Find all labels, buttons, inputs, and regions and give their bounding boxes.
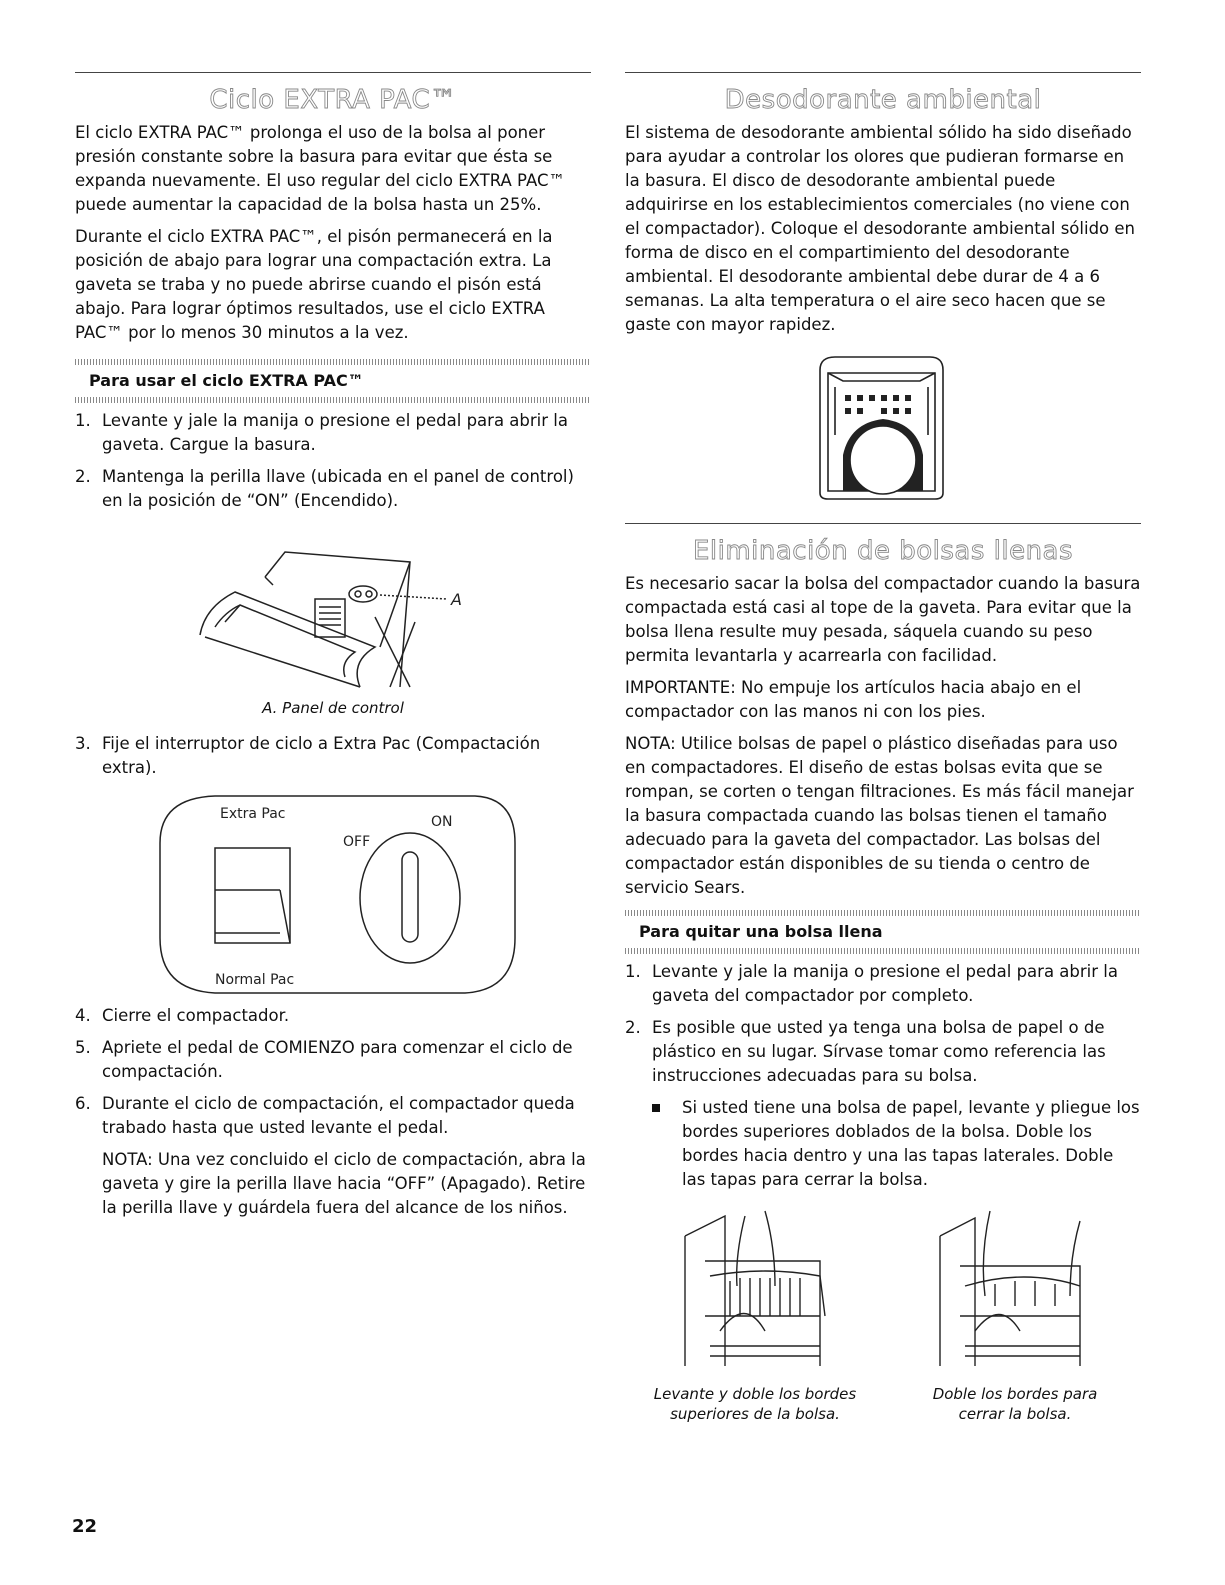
extra-pac-title: Ciclo EXTRA PAC™ [209, 85, 457, 115]
control-panel-figure [75, 527, 591, 718]
section-rule [625, 523, 1141, 524]
usar-steps-final [75, 1004, 591, 1140]
eliminacion-important: IMPORTANTE: No empuje los artículos hacia abajo en el compactador con las manos ni con los pies. [625, 678, 1082, 721]
page-number: 22 [72, 1516, 98, 1537]
extra-pac-paragraph-1: El ciclo EXTRA PAC™ prolonga el uso de la bolsa al poner presión constante sobre la basura para evitar que ésta se expanda nuevamente. El uso regular del ciclo EXTRA PAC™ puede aumentar la capacidad de la bolsa hasta un 25%. [75, 123, 565, 214]
quitar-heading: Para quitar una bolsa llena [639, 922, 883, 941]
right-column [625, 72, 1141, 1436]
list-item: 1. Levante y jale la manija o presione el pedal para abrir la gaveta del compactador por completo. [625, 962, 1118, 1005]
deodorizer-figure [625, 345, 1141, 505]
section-rule [625, 72, 1141, 73]
usar-steps-continued [75, 732, 591, 780]
bag-caption-2: Doble los bordes para cerrar la bolsa. [932, 1385, 1098, 1423]
list-item: 4. Cierre el compactador. [75, 1006, 290, 1025]
desodorante-paragraph: El sistema de desodorante ambiental sólido ha sido diseñado para ayudar a controlar los olores que pudieran formarse en la basura. El disco de desodorante ambiental puede adquirirse en los establecimientos comerciales (no viene con el compactador). Coloque el desodorante ambiental sólido en forma de disco en el compartimiento del desodorante ambiental. El desodorante ambiental debe durar de 4 a 6 semanas. La alta temperatura o el aire seco hacen que se gaste con mayor rapidez. [625, 123, 1135, 334]
paper-bag-bullet: Si usted tiene una bolsa de papel, levante y pliegue los bordes superiores doblados de la bolsa. Doble los bordes hacia dentro y una las tapas laterales. Doble las tapas para cerrar la bolsa. [625, 1096, 1141, 1192]
list-item: 6. Durante el ciclo de compactación, el compactador queda trabado hasta que usted levante el pedal. [75, 1094, 575, 1137]
bag-caption-1: Levante y doble los bordes superiores de la bolsa. [653, 1385, 857, 1423]
list-item: 3. Fije el interruptor de ciclo a Extra Pac (Compactación extra). [75, 734, 541, 777]
bag-figures [625, 1206, 1141, 1436]
hatch-divider [75, 397, 591, 403]
eliminacion-paragraph-1: Es necesario sacar la bolsa del compactador cuando la basura compactada está casi al tope de la gaveta. Para evitar que la bolsa llena resulte muy pesada, sáquela cuando su peso permita levantarla y acarrearla con facilidad. [625, 574, 1141, 665]
bag-folding-illustrations [625, 1206, 1141, 1376]
compactor-door-illustration [75, 527, 591, 692]
list-item: 2. Mantenga la perilla llave (ubicada en el panel de control) en la posición de “ON” (Encendido). [75, 467, 574, 510]
quitar-steps [625, 960, 1141, 1088]
list-item: 5. Apriete el pedal de COMIENZO para comenzar el ciclo de compactación. [75, 1038, 573, 1081]
extra-pac-paragraph-2: Durante el ciclo EXTRA PAC™, el pisón permanecerá en la posición de abajo para lograr una compactación extra. La gaveta se traba y no puede abrirse cuando el pisón está abajo. Para lograr óptimos resultados, use el ciclo EXTRA PAC™ por lo menos 30 minutos a la vez. [75, 227, 553, 342]
extra-pac-label: Extra Pac [220, 806, 286, 822]
usar-steps [75, 409, 591, 513]
hatch-divider [625, 948, 1141, 954]
cycle-switch-figure [75, 788, 591, 998]
usar-note: NOTA: Una vez concluido el ciclo de compactación, abra la gaveta y gire la perilla llave hacia “OFF” (Apagado). Retire la perilla llave y guárdela fuera del alcance de los niños. [102, 1150, 586, 1217]
left-column [75, 72, 591, 1228]
section-rule [75, 72, 591, 73]
cycle-switch-illustration [75, 788, 591, 998]
deodorizer-holder-illustration [625, 345, 1141, 505]
desodorante-title: Desodorante ambiental [724, 85, 1042, 115]
control-panel-caption: A. Panel de control [262, 699, 404, 717]
bullet-square-icon [652, 1104, 660, 1112]
off-label: OFF [343, 834, 371, 850]
on-label: ON [431, 814, 453, 830]
figure-label-a: A [451, 590, 462, 609]
normal-pac-label: Normal Pac [215, 972, 295, 988]
list-item: 2. Es posible que usted ya tenga una bolsa de papel o de plástico en su lugar. Sírvase tomar como referencia las instrucciones adecuadas para su bolsa. [625, 1018, 1106, 1085]
eliminacion-title: Eliminación de bolsas llenas [692, 536, 1074, 566]
list-item: 1. Levante y jale la manija o presione el pedal para abrir la gaveta. Cargue la basura. [75, 411, 568, 454]
eliminacion-note: NOTA: Utilice bolsas de papel o plástico diseñadas para uso en compactadores. El diseño de estas bolsas evita que se rompan, se corten o tengan filtraciones. Es más fácil manejar la basura compactada cuando las bolsas tienen el tamaño adecuado para la gaveta del compactador. Las bolsas del compactador están disponibles de su tienda o centro de servicio Sears. [625, 734, 1134, 897]
usar-heading: Para usar el ciclo EXTRA PAC™ [89, 371, 364, 390]
